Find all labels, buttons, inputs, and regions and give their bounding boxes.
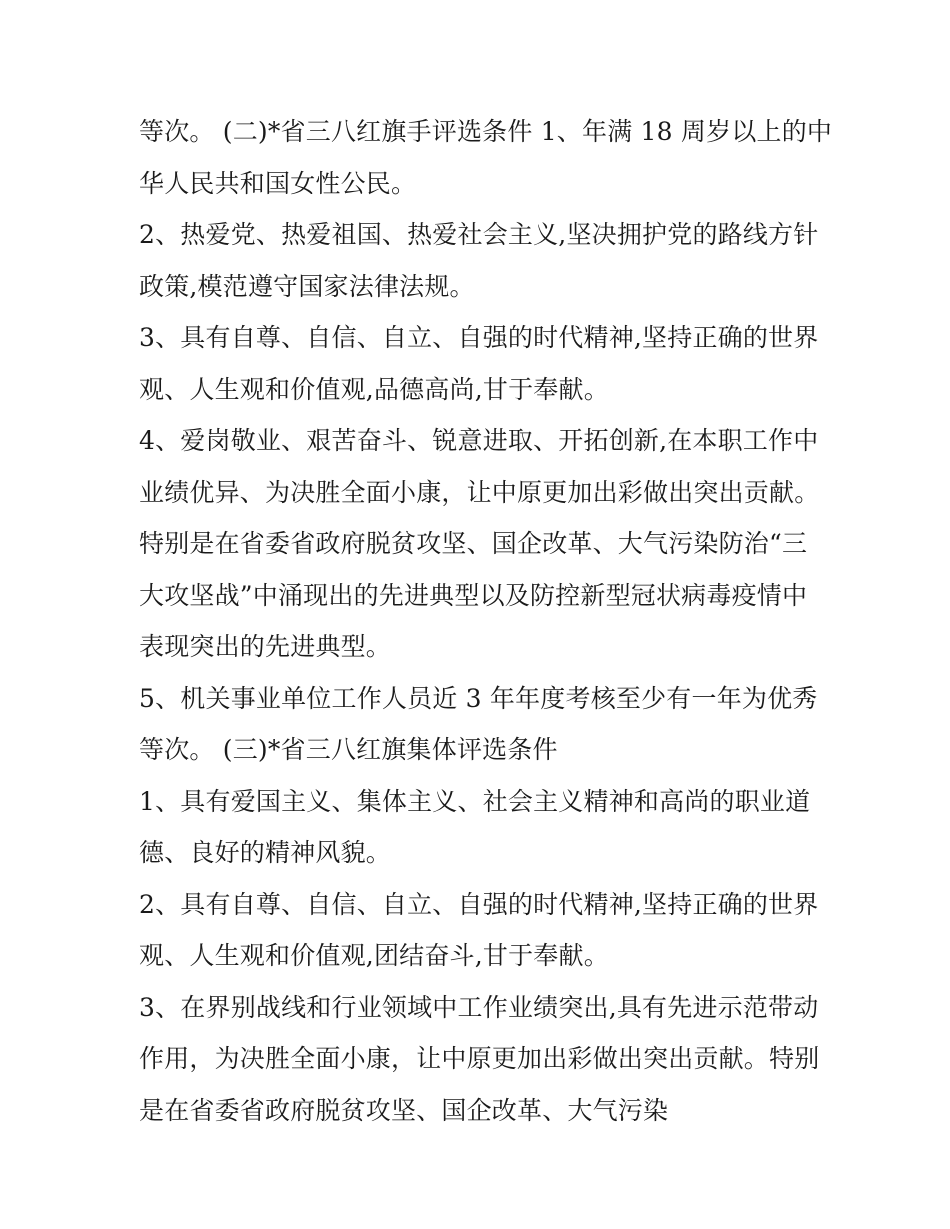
text-line: 是在省委省政府脱贫攻坚、国企改革、大气污染 [139,1095,669,1125]
text-line: 政策,模范遵守国家法律法规。 [139,271,475,301]
text-line: 2、具有自尊、自信、自立、自强的时代精神,坚持正确的世界 [139,889,819,919]
text-line: 等次。 (三)*省三八红旗集体评选条件 [139,735,558,764]
text-line: 3、具有自尊、自信、自立、自强的时代精神,坚持正确的世界 [139,323,819,352]
text-line: 1、具有爱国主义、集体主义、社会主义精神和高尚的职业道 [139,786,811,816]
text-line: 华人民共和国女性公民。 [139,168,417,198]
text-line: 5、机关事业单位工作人员近 3 年年度考核至少有一年为优秀 [139,683,818,713]
text-line: 观、人生观和价值观,团结奋斗,甘于奉献。 [139,941,609,970]
text-line: 作用，为决胜全面小康，让中原更加出彩做出突出贡献。特别 [139,1044,820,1073]
document-body [139,106,833,1136]
text-line: 特别是在省委省政府脱贫攻坚、国企改革、大气污染防治“三 [139,529,808,558]
text-line: 等次。 (二)*省三八红旗手评选条件 1、年满 18 周岁以上的中 [139,117,833,146]
text-line: 观、人生观和价值观,品德高尚,甘于奉献。 [139,374,609,404]
text-line: 2、热爱党、热爱祖国、热爱社会主义,坚决拥护党的路线方针 [139,220,819,249]
text-line: 大攻坚战”中涌现出的先进典型以及防控新型冠状病毒疫情中 [139,580,808,610]
text-line: 德、良好的精神风貌。 [139,838,392,867]
text-line: 业绩优异、为决胜全面小康，让中原更加出彩做出突出贡献。 [139,477,820,507]
text-line: 表现突出的先进典型。 [139,632,392,661]
text-line: 4、爱岗敬业、艰苦奋斗、锐意进取、开拓创新,在本职工作中 [139,426,819,455]
text-line: 3、在界别战线和行业领域中工作业绩突出,具有先进示范带动 [139,992,819,1022]
